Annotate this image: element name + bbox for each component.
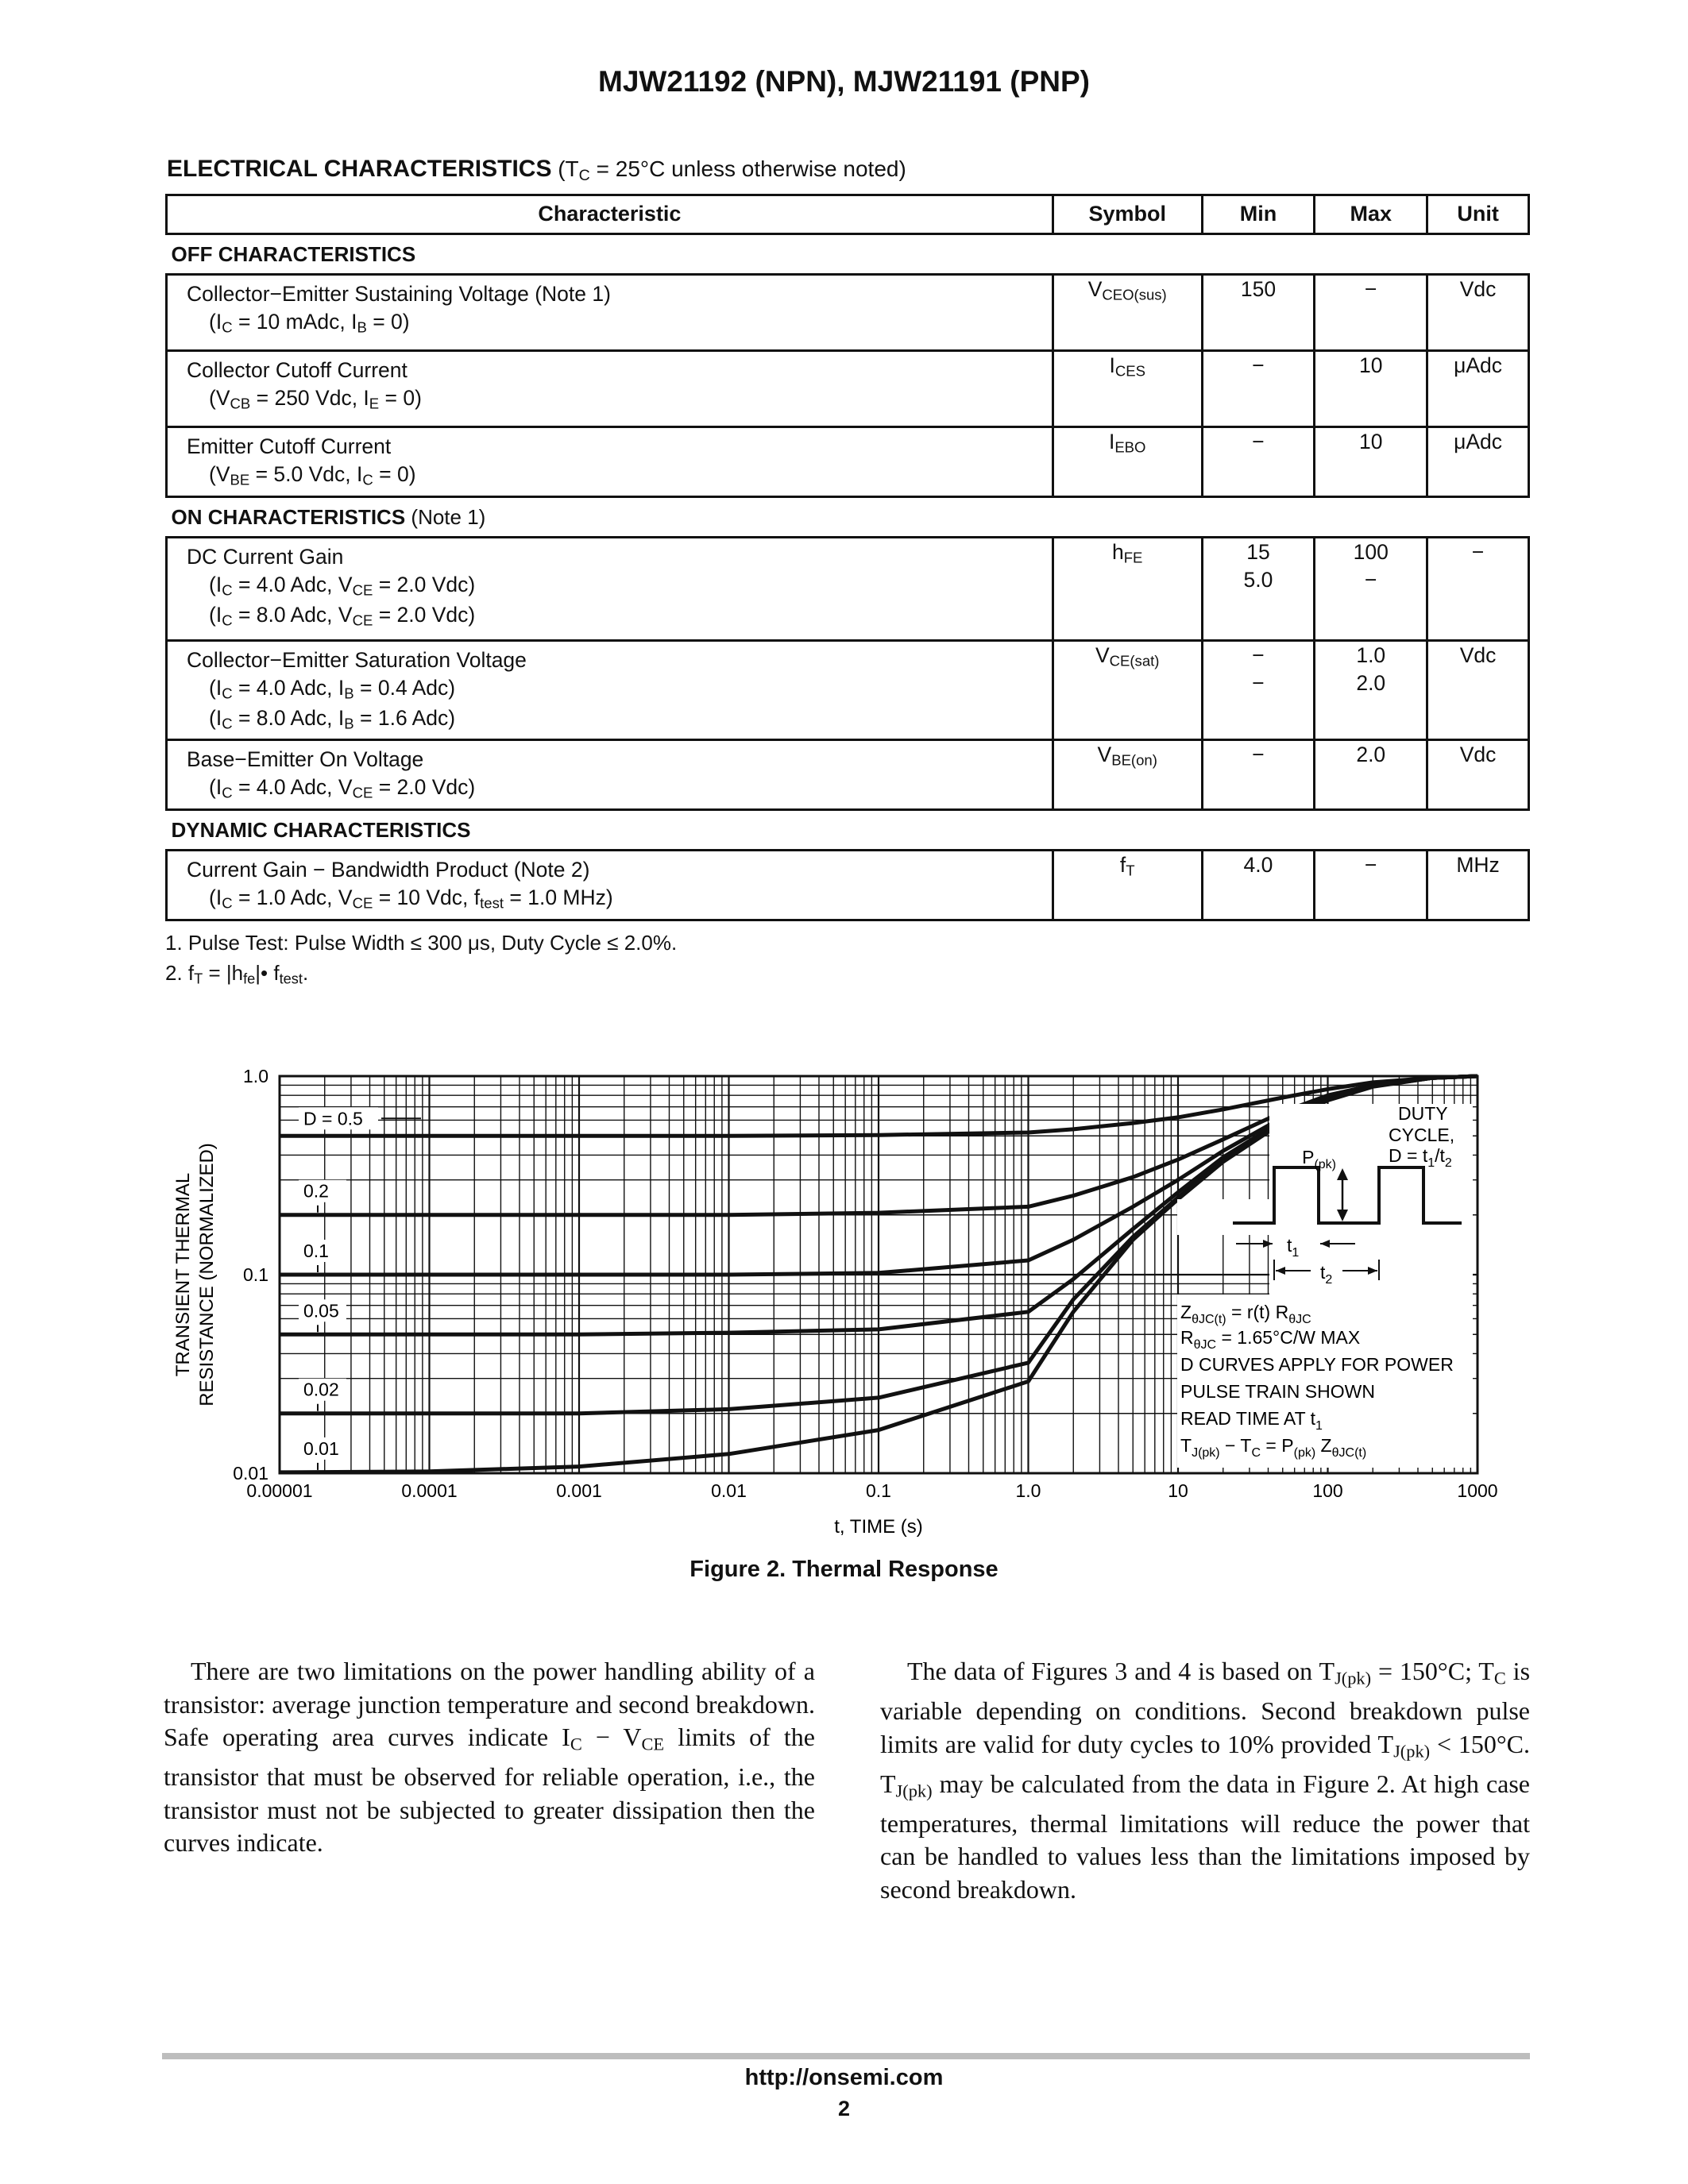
unit-cell: MHz [1427,850,1529,920]
unit-cell: Vdc [1427,275,1529,351]
char-condition: ($V_{CB} = 250$ Vdc, $I_E = 0$) [209,386,422,412]
min-cell: 15 5.0 [1202,538,1315,641]
x-tick-label: 10 [1168,1480,1188,1501]
max-cell: 10 [1315,351,1427,427]
symbol-cell: $I_{CES}$ [1053,351,1202,427]
body-paragraph-1: There are two limitations on the power handling ability of a transistor: average junction temperature and second breakdown. Safe operating area curves indicate $I_C - V_{CE}$ limits of the transistor that must be observed for reliable operation, i.e., the transistor must not be subjected to greater dissipation then the curves indicate. [164,1657,815,1858]
note-1: 1. Pulse Test: Pulse Width ≤ 300 μs, Duty Cycle ≤ 2.0%. [165,931,678,955]
symbol-cell: $V_{BE(on)}$ [1053,739,1202,809]
table-header-row [167,195,1529,234]
char-name: Collector−Emitter Sustaining Voltage (Note 1) [187,282,611,306]
max-cell: 1.0 2.0 [1315,641,1427,740]
section-on: ON CHARACTERISTICS (Note 1) [171,504,486,529]
y-axis-label-line1: TRANSIENT THERMAL [172,1172,194,1377]
max-cell: 2.0 [1315,739,1427,809]
unit-cell: μAdc [1427,351,1529,427]
min-cell: − [1202,739,1315,809]
symbol-cell: $h_{FE}$ [1053,538,1202,641]
col-header-unit: Unit [1427,195,1529,234]
symbol-cell: $V_{CEO(sus)}$ [1053,275,1202,351]
annotation-pulse-train: PULSE TRAIN SHOWN [1180,1381,1375,1402]
table-title-cond: ($T_C = 25^\circ C$ unless otherwise noted) [558,156,906,184]
char-condition: ($I_C = 8.0$ Adc, $V_{CE} = 2.0$ Vdc) [209,602,476,629]
char-name: Emitter Cutoff Current [187,434,392,458]
note-2: 2. $f_T$ = $|h_{fe}|•$ $f_{test}$. [165,961,309,987]
symbol-cell: $I_{EBO}$ [1053,427,1202,497]
series-label: 0.05 [303,1300,339,1322]
section-off: OFF CHARACTERISTICS [171,241,416,266]
x-tick-label: 100 [1312,1480,1343,1501]
figure-caption: Figure 2. Thermal Response [689,1557,999,1582]
char-condition: ($I_C = 4.0$ Adc, $I_B = 0.4$ Adc) [209,676,456,702]
unit-cell: μAdc [1427,427,1529,497]
electrical-characteristics-table [165,194,1530,921]
col-header-max: Max [1315,195,1427,234]
char-condition: ($I_C = 10$ mAdc, $I_B = 0$) [209,310,410,336]
footer-rule [162,2053,1530,2059]
unit-cell: Vdc [1427,739,1529,809]
table-notes [165,928,677,994]
page-number: 2 [837,2097,851,2120]
min-cell: − − [1202,641,1315,740]
annotation-rthjc: $R_{\theta JC} = 1.65^\circ C/W$ MAX [1180,1327,1361,1352]
thermal-response-chart [159,1056,1509,1549]
annotation-tj-formula: $T_{J(pk)} - T_C = P_{(pk)}$ $Z_{\theta JC(t)}$ [1180,1435,1367,1460]
series-label: 0.2 [303,1180,329,1202]
x-tick-label: 0.00001 [246,1480,313,1501]
col-header-min: Min [1202,195,1315,234]
t1-label: $t_1$ [1287,1235,1300,1260]
char-name: DC Current Gain [187,545,344,569]
pulse-train-inset [1177,1103,1473,1310]
table-row [167,351,1529,427]
table-title [167,156,906,185]
table-title-bold: ELECTRICAL CHARACTERISTICS [167,156,552,182]
series-label: 0.1 [303,1241,329,1261]
char-condition: ($I_C = 1.0$ Adc, $V_{CE} = 10$ Vdc, $f_{test} = 1.0$ MHz) [209,886,613,912]
unit-cell: − [1427,538,1529,641]
duty-cycle-label-3: $D = t_1/t_2$ [1389,1145,1452,1170]
series-label: 0.02 [303,1379,339,1400]
y-tick-label: 0.1 [243,1264,268,1285]
series-label: 0.01 [303,1437,339,1459]
max-cell: 100 − [1315,538,1427,641]
duty-cycle-label-1: DUTY [1398,1103,1448,1124]
min-cell: − [1202,427,1315,497]
max-cell: 10 [1315,427,1427,497]
col-header-symbol: Symbol [1053,195,1202,234]
char-condition: ($I_C = 4.0$ Adc, $V_{CE} = 2.0$ Vdc) [209,775,476,801]
t2-label: $t_2$ [1320,1262,1333,1287]
char-name: Base−Emitter On Voltage [187,747,424,771]
table-row [167,538,1529,641]
col-header-characteristic: Characteristic [167,195,1053,234]
symbol-cell: $f_T$ [1053,850,1202,920]
section-dynamic: DYNAMIC CHARACTERISTICS [171,817,471,842]
max-cell: − [1315,275,1427,351]
body-paragraph-2: The data of Figures 3 and 4 is based on $T_{J(pk)} = 150^\circ C$; $T_C$ is variable depending on conditions. Second breakdown pulse limits are valid for duty cycles to 10% provided $T_{J(pk)} < 150^\circ C$. $T_{J(pk)}$ may be calculated from the data in Figure 2. At high case temperatures, thermal limitations will reduce the power that can be handled to values less than the limitations imposed by second breakdown. [880,1657,1531,1904]
symbol-cell: $V_{CE(sat)}$ [1053,641,1202,740]
min-cell: 4.0 [1202,850,1315,920]
x-tick-label: 0.001 [556,1480,602,1501]
annotation-zthjc: $Z_{\theta JC(t)} = r(t)$ $R_{\theta JC}$ [1180,1302,1311,1326]
chart-annotations [1177,1295,1473,1468]
footer-url[interactable]: http://onsemi.com [744,2065,944,2090]
char-name: Collector Cutoff Current [187,358,408,382]
duty-cycle-label-2: CYCLE, [1389,1125,1455,1145]
x-tick-label: 1.0 [1015,1480,1041,1501]
chart-series-labels [299,1107,421,1470]
y-tick-label: 1.0 [243,1066,268,1086]
page-title: MJW21192 (NPN), MJW21191 (PNP) [598,65,1090,98]
annotation-read-time: READ TIME AT $t_1$ [1180,1408,1323,1433]
x-tick-label: 0.0001 [401,1480,458,1501]
char-condition: ($V_{BE} = 5.0$ Vdc, $I_C = 0$) [209,462,416,488]
x-tick-label: 0.01 [711,1480,747,1501]
x-tick-label: 1000 [1457,1480,1498,1501]
annotation-d-curves: D CURVES APPLY FOR POWER [1180,1354,1454,1375]
x-tick-label: 0.1 [866,1480,891,1501]
table-row [167,427,1529,497]
y-tick-label: 0.01 [233,1463,268,1484]
min-cell: − [1202,351,1315,427]
max-cell: − [1315,850,1427,920]
table-row [167,641,1529,740]
table-row [167,275,1529,351]
table-row [167,850,1529,920]
min-cell: 150 [1202,275,1315,351]
series-label: D = 0.5 [303,1108,363,1129]
char-name: Current Gain − Bandwidth Product (Note 2) [187,857,590,882]
char-name: Collector−Emitter Saturation Voltage [187,648,527,672]
table-row [167,739,1529,809]
x-axis-label: t, TIME (s) [834,1516,923,1538]
y-axis-label-line2: RESISTANCE (NORMALIZED) [196,1143,218,1406]
unit-cell: Vdc [1427,641,1529,740]
char-condition: ($I_C = 8.0$ Adc, $I_B = 1.6$ Adc) [209,705,456,732]
char-condition: ($I_C = 4.0$ Adc, $V_{CE} = 2.0$ Vdc) [209,573,476,599]
ppk-label: $P_{(pk)}$ [1302,1147,1336,1171]
